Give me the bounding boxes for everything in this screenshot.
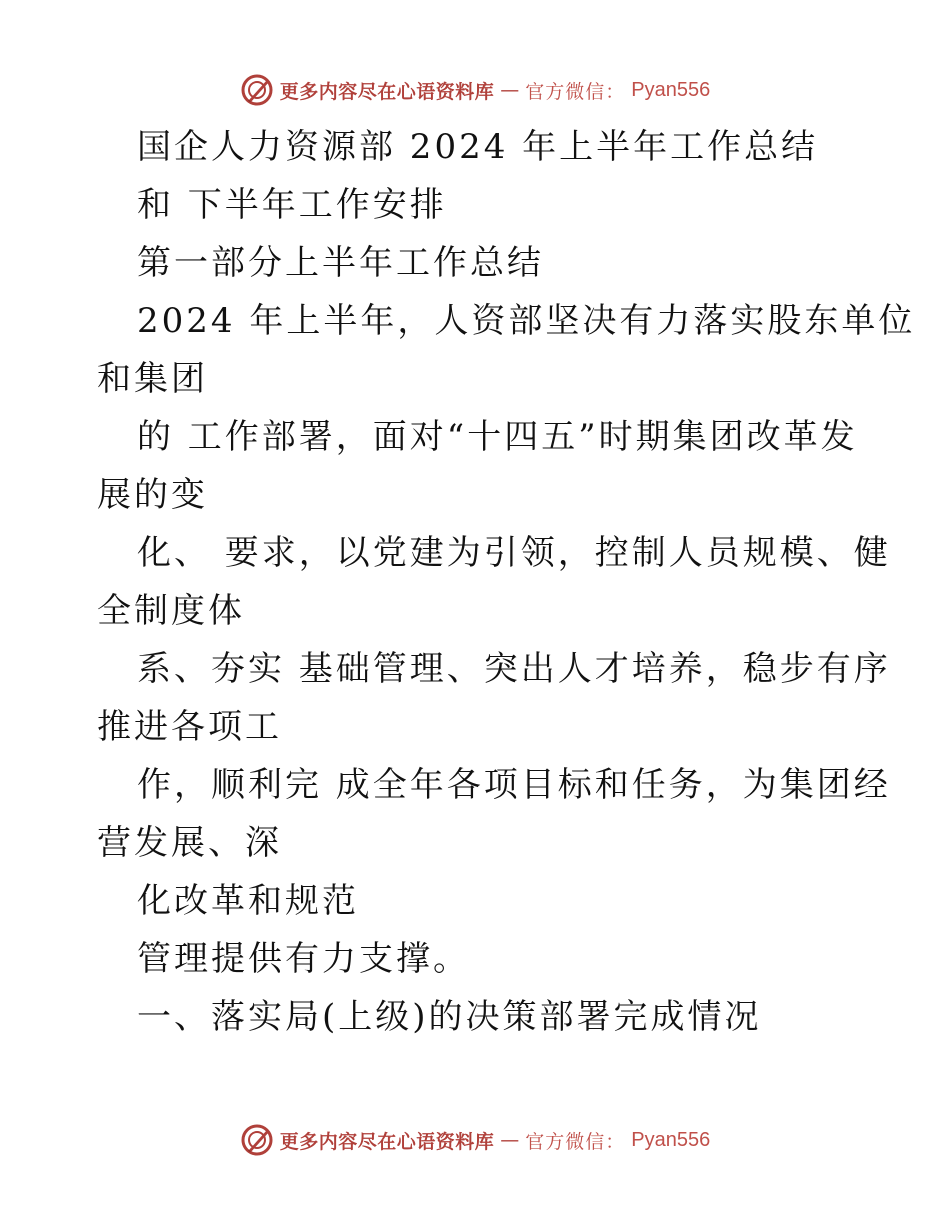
paragraph-line: 系、夯实 基础管理、突出人才培养，稳步有序 — [137, 649, 891, 689]
banner-wechat-label: 官方微信： — [525, 80, 626, 103]
paragraph-line: 化改革和规范 — [137, 881, 359, 921]
footer-banner — [0, 1120, 950, 1160]
banner-main-text: 更多内容尽在心语资料库 — [279, 80, 495, 103]
paragraph-line: 一、落实局(上级)的决策部署完成情况 — [137, 997, 762, 1037]
paragraph-line: 国企人力资源部 2024 年上半年工作总结 — [137, 127, 819, 167]
paragraph-line: 展的变 — [97, 475, 208, 515]
document-body — [97, 118, 916, 1046]
paragraph-line: 作，顺利完 成全年各项目标和任务，为集团经 — [137, 765, 891, 805]
banner-dash: — — [500, 79, 520, 101]
paragraph-line: 第一部分上半年工作总结 — [137, 243, 544, 283]
paragraph-line: 推进各项工 — [97, 707, 282, 747]
paragraph-line: 管理提供有力支撑。 — [137, 939, 470, 979]
paragraph-line: 营发展、深 — [97, 823, 282, 863]
paragraph-line: 2024 年上半年，人资部坚决有力落实股东单位 — [137, 301, 916, 341]
pen-logo-icon — [240, 73, 274, 107]
paragraph-line: 的 工作部署，面对“十四五”时期集团改革发 — [137, 417, 858, 457]
pen-logo-icon — [240, 1123, 274, 1157]
banner-wechat-id: Pyan556 — [631, 78, 711, 101]
banner-dash: — — [500, 1129, 520, 1151]
paragraph-line: 化、 要求，以党建为引领，控制人员规模、健 — [137, 533, 891, 573]
paragraph-line: 全制度体 — [97, 591, 245, 631]
banner-main-text: 更多内容尽在心语资料库 — [279, 1130, 495, 1153]
header-banner — [0, 70, 950, 110]
banner-wechat-id: Pyan556 — [631, 1128, 711, 1151]
paragraph-line: 和集团 — [97, 359, 208, 399]
banner-wechat-label: 官方微信： — [525, 1130, 626, 1153]
paragraph-line: 和 下半年工作安排 — [137, 185, 447, 225]
